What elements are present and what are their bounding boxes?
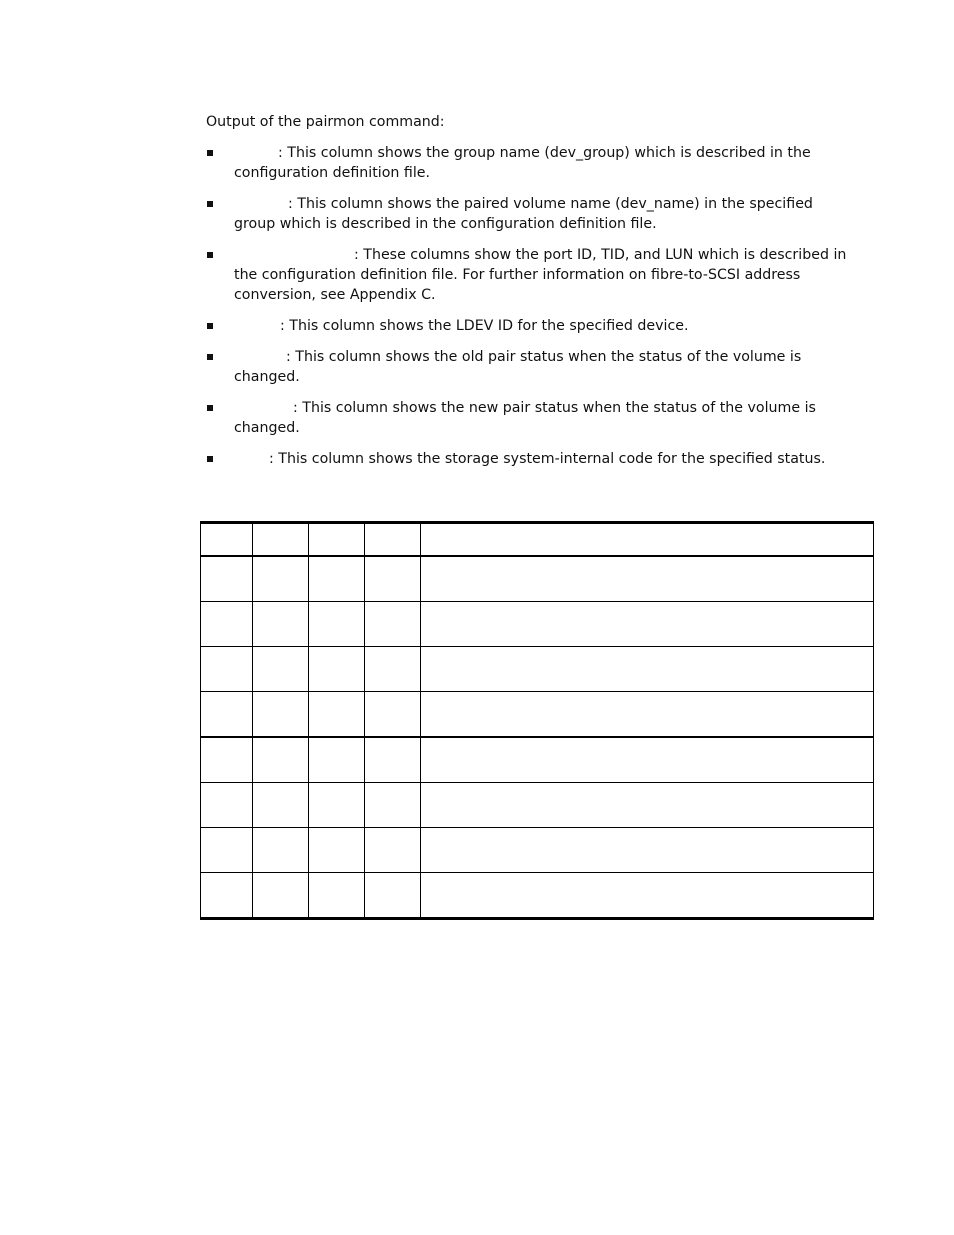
bullet-square-icon	[207, 354, 213, 360]
table-cell	[201, 783, 253, 828]
bullet-square-icon	[207, 456, 213, 462]
table-cell	[421, 602, 874, 647]
output-column-list	[206, 143, 854, 480]
table-cell	[421, 556, 874, 602]
table-cell	[201, 828, 253, 873]
intro-paragraph: Output of the pairmon command:	[206, 114, 445, 130]
table-cell	[253, 602, 309, 647]
table-cell	[201, 873, 253, 919]
table-cell	[365, 737, 421, 783]
table-cell	[309, 647, 365, 692]
table-cell	[421, 828, 874, 873]
list-item-text: : This column shows the group name (dev_group) which is described in the configuration definition file.	[234, 145, 811, 181]
table-cell	[421, 873, 874, 919]
table-cell	[365, 523, 421, 557]
table-cell	[365, 692, 421, 738]
table-cell	[421, 737, 874, 783]
table-cell	[201, 737, 253, 783]
table-cell	[253, 737, 309, 783]
list-item-pair-vol	[206, 194, 854, 234]
table-cell	[253, 692, 309, 738]
table-cell	[253, 783, 309, 828]
table-cell	[365, 828, 421, 873]
table-cell	[365, 647, 421, 692]
list-item-text: : This column shows the old pair status when the status of the volume is changed.	[234, 349, 802, 385]
table-cell	[253, 647, 309, 692]
table-cell	[309, 828, 365, 873]
table-row	[201, 647, 874, 692]
bullet-square-icon	[207, 323, 213, 329]
table-cell	[201, 556, 253, 602]
list-item-text: : This column shows the storage system-internal code for the specified status.	[269, 451, 826, 467]
table-cell	[421, 692, 874, 738]
table-row	[201, 556, 874, 602]
bullet-square-icon	[207, 201, 213, 207]
list-item-text: : This column shows the LDEV ID for the specified device.	[280, 318, 689, 334]
table-row	[201, 692, 874, 738]
table-row	[201, 602, 874, 647]
list-item-ldev	[206, 316, 854, 336]
table-cell	[421, 783, 874, 828]
list-item-new-status	[206, 398, 854, 438]
table-cell	[421, 523, 874, 557]
table-row	[201, 737, 874, 783]
table-cell	[309, 737, 365, 783]
table-cell	[201, 602, 253, 647]
list-item-text: : These columns show the port ID, TID, and LUN which is described in the configuration definition file. For further information on fibre-to-SCSI address conversion, see Appendix C.	[234, 247, 847, 303]
table-cell	[309, 783, 365, 828]
list-item-old-status	[206, 347, 854, 387]
list-item-text: : This column shows the new pair status when the status of the volume is changed.	[234, 400, 816, 436]
table-cell	[253, 828, 309, 873]
table-cell	[201, 523, 253, 557]
list-item-text: : This column shows the paired volume name (dev_name) in the specified group which is described in the configuration definition file.	[234, 196, 813, 232]
table-cell	[201, 647, 253, 692]
table-cell	[365, 783, 421, 828]
table-cell	[309, 692, 365, 738]
table-cell	[253, 556, 309, 602]
table-cell	[309, 556, 365, 602]
status-code-table	[200, 521, 874, 920]
list-item-port-tid-lu	[206, 245, 854, 305]
table-row	[201, 873, 874, 919]
list-item-group	[206, 143, 854, 183]
bullet-square-icon	[207, 150, 213, 156]
bullet-square-icon	[207, 252, 213, 258]
table-cell	[365, 556, 421, 602]
list-item-code	[206, 449, 854, 469]
table-row	[201, 783, 874, 828]
bullet-square-icon	[207, 405, 213, 411]
table-row	[201, 828, 874, 873]
table-cell	[253, 873, 309, 919]
table-cell	[421, 647, 874, 692]
table-cell	[253, 523, 309, 557]
table-cell	[309, 873, 365, 919]
table-cell	[309, 602, 365, 647]
table-cell	[365, 602, 421, 647]
table-cell	[365, 873, 421, 919]
table-cell	[309, 523, 365, 557]
table-cell	[201, 692, 253, 738]
table-header-row	[201, 523, 874, 557]
